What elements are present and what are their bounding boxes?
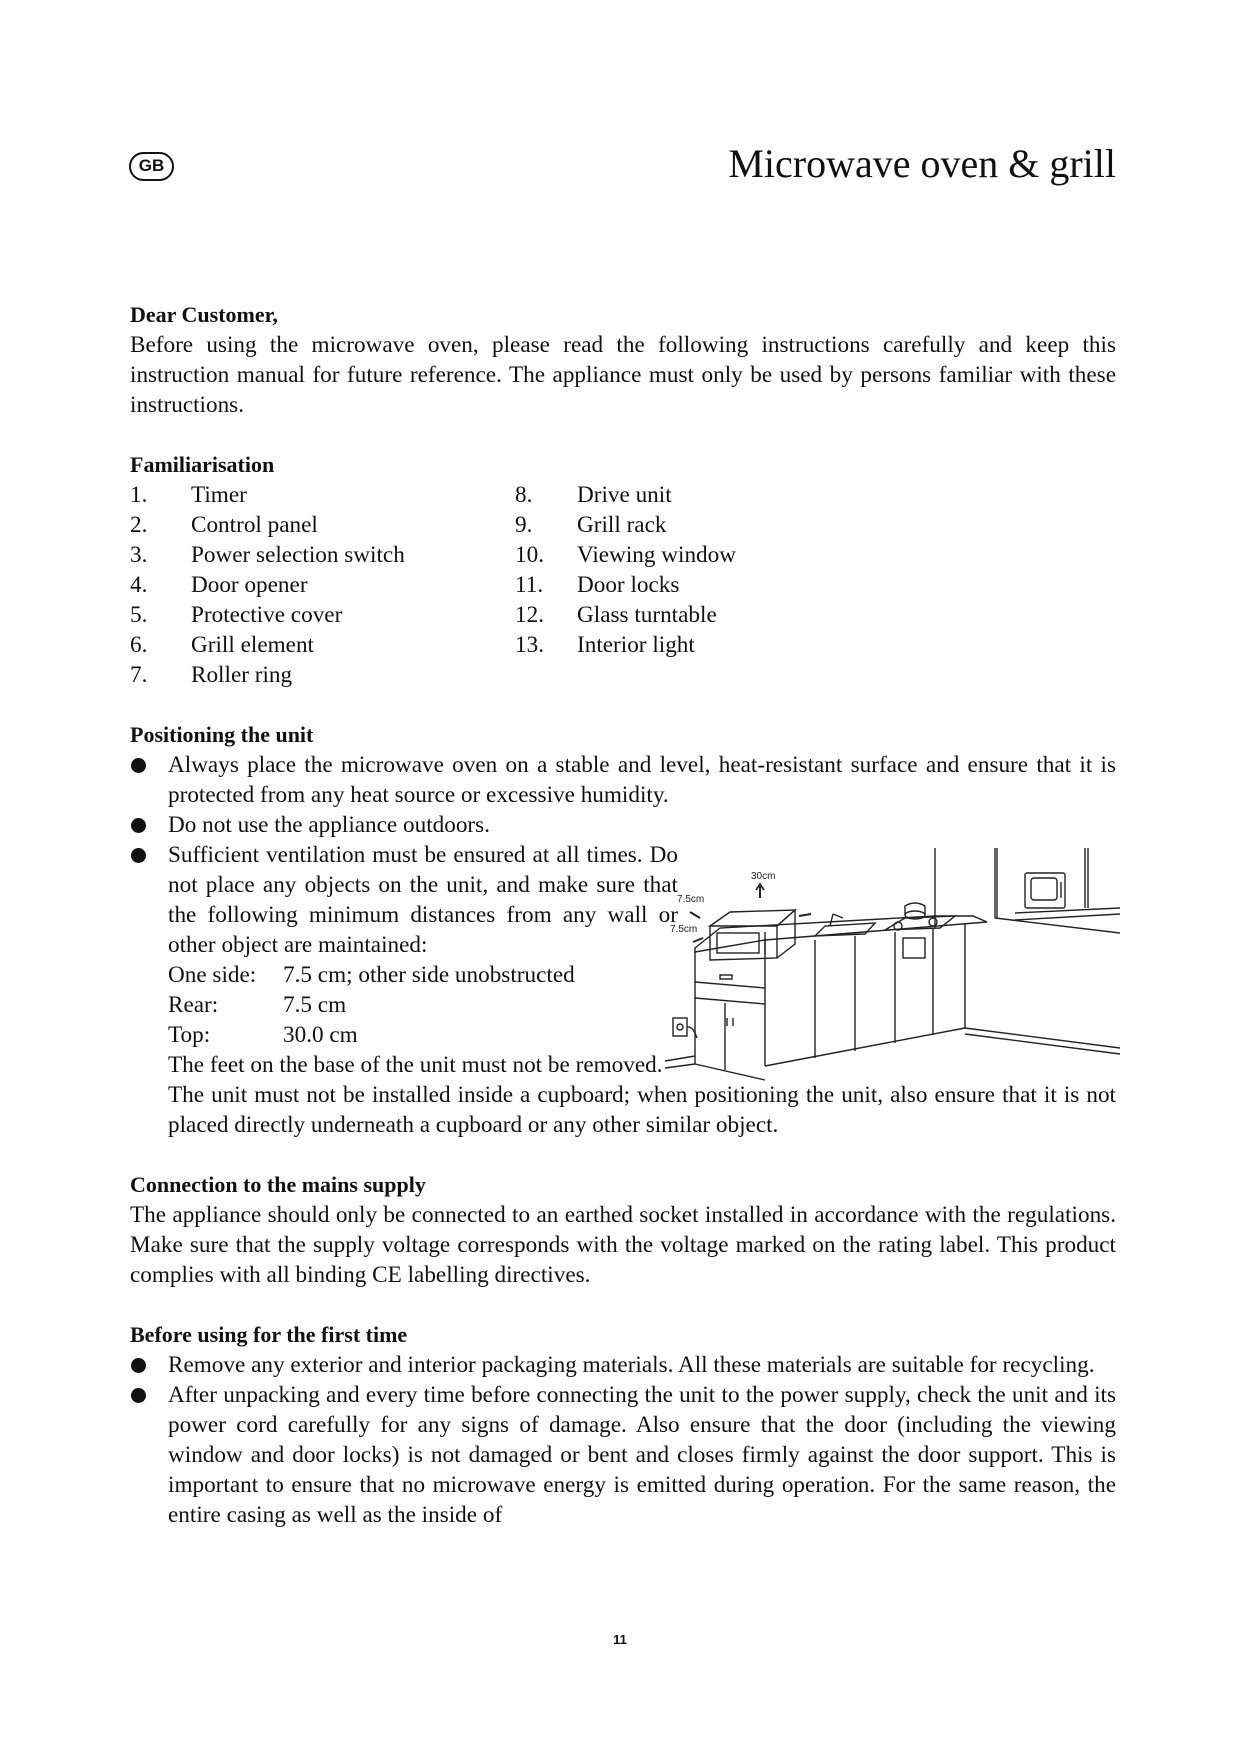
positioning-heading: Positioning the unit xyxy=(130,722,314,747)
list-item: 4. Door opener xyxy=(130,572,308,598)
list-item: 2. Control panel xyxy=(130,512,318,538)
bullet-item: After unpacking and every time before connecting the unit to the power supply, check the unit and its power cord carefully for any signs of damage. Also ensure that the door (including the viewing window and door locks) is not damaged or bent and closes firmly against the door support. This is important to ensure that no microwave energy is emitted during operation. For the same reason, the entire casing as well as the inside of xyxy=(130,1380,1116,1530)
list-item: 11. Door locks xyxy=(515,572,680,598)
feet-note: The feet on the base of the unit must not be removed. xyxy=(168,1052,663,1078)
distance-row: One side: 7.5 cm; other side unobstructed xyxy=(168,962,575,988)
cupboard-note: The unit must not be installed inside a cupboard; when positioning the unit, also ensure that it is not placed directly underneath a cupboard or any other similar object. xyxy=(168,1082,1116,1138)
bullet-item: Do not use the appliance outdoors. xyxy=(130,810,1116,840)
mains-text: The appliance should only be connected to an earthed socket installed in accordance with the regulations. Make sure that the supply voltage corresponds with the voltage marked on the rating label. This product complies with all binding CE labelling directives. xyxy=(130,1202,1116,1288)
bullet-item: Remove any exterior and interior packaging materials. All these materials are suitable for recycling. xyxy=(130,1350,1116,1380)
top-distance-label: 30cm xyxy=(751,871,776,882)
bullet-item: Always place the microwave oven on a stable and level, heat-resistant surface and ensure that it is protected from any heat source or excessive humidity. xyxy=(130,750,1116,810)
distance-row: Top: 30.0 cm xyxy=(168,1022,358,1048)
list-item: 6. Grill element xyxy=(130,632,314,658)
list-item: 10. Viewing window xyxy=(515,542,736,568)
distance-row: Rear: 7.5 cm xyxy=(168,992,347,1018)
intro-text: Before using the microwave oven, please read the following instructions carefully and keep this instruction manual for future reference. The appliance must only be used by persons familiar with these instructions. xyxy=(130,332,1116,418)
list-item: 13. Interior light xyxy=(515,632,695,658)
side-distance-label: 7.5cm xyxy=(670,924,698,935)
rear-distance-label: 7.5cm xyxy=(677,894,705,905)
ventilation-text: Sufficient ventilation must be ensured at all times. Do not place any objects on the unit, and make sure that the following minimum distances from any wall or other object are maintained: xyxy=(168,842,678,958)
list-item: 8. Drive unit xyxy=(515,482,672,508)
first-use-heading: Before using for the first time xyxy=(130,1322,408,1347)
page-number: 11 xyxy=(613,1632,627,1647)
bullet-dot-icon xyxy=(131,1358,146,1373)
intro-heading: Dear Customer, xyxy=(130,302,278,327)
mains-heading: Connection to the mains supply xyxy=(130,1172,426,1197)
list-item: 3. Power selection switch xyxy=(130,542,405,568)
bullet-dot-icon xyxy=(131,1388,146,1403)
bullet-dot-icon xyxy=(131,758,146,773)
list-item: 12. Glass turntable xyxy=(515,602,717,628)
list-item: 7. Roller ring xyxy=(130,662,293,688)
kitchen-installation-illustration xyxy=(665,848,1120,1118)
list-item: 9. Grill rack xyxy=(515,512,667,538)
parts-list xyxy=(130,480,1116,690)
page-title: Microwave oven & grill xyxy=(728,141,1116,186)
list-item: 5. Protective cover xyxy=(130,602,343,628)
familiarisation-heading: Familiarisation xyxy=(130,452,275,477)
bullet-dot-icon xyxy=(131,818,146,833)
list-item: 1. Timer xyxy=(130,482,247,508)
bullet-dot-icon xyxy=(131,848,146,863)
country-code-badge: GB xyxy=(129,152,174,181)
